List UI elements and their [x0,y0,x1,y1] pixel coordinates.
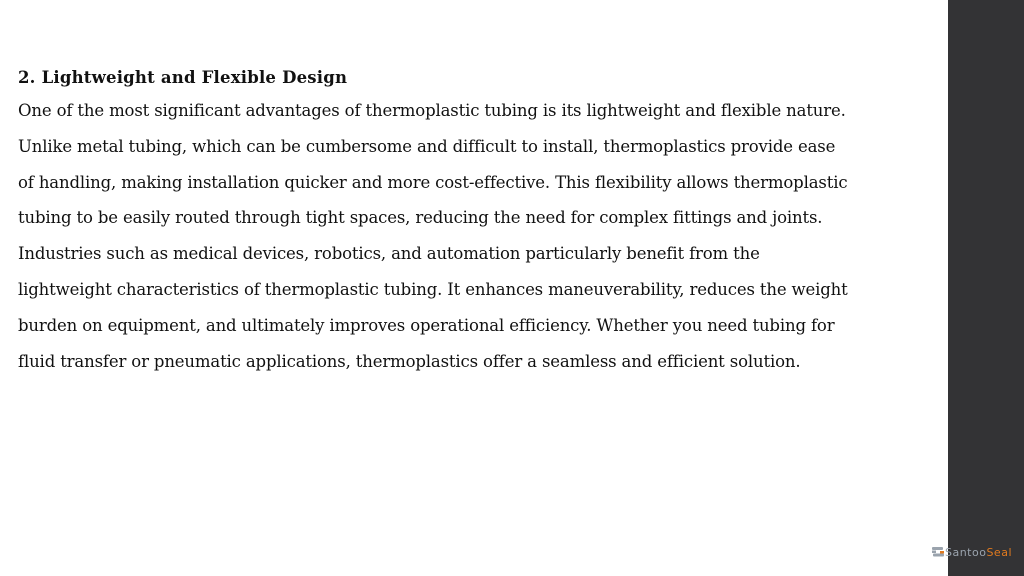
paragraph-line-1: One of the most significant advantages of thermoplastic tubing is its lightweight and flexible nature. [18,101,846,120]
section-heading: 2. Lightweight and Flexible Design [18,68,348,87]
logo-text-santoo: Santoo [944,545,987,559]
paragraph-line-3: of handling, making installation quicker and more cost-effective. This flexibility allows thermoplastic [18,172,848,192]
paragraph-line-8: fluid transfer or pneumatic applications, thermoplastics offer a seamless and efficient solution. [18,351,801,371]
paragraph-line-2: Unlike metal tubing, which can be cumbersome and difficult to install, thermoplastics provide ease [18,136,836,156]
paragraph-line-5: Industries such as medical devices, robotics, and automation particularly benefit from the [18,244,760,264]
side-panel [948,0,1024,576]
paragraph-line-6: lightweight characteristics of thermoplastic tubing. It enhances maneuverability, reduces the weight [18,279,848,299]
brand-logo [932,545,1012,559]
paragraph-line-7: burden on equipment, and ultimately improves operational efficiency. Whether you need tubing for [18,315,835,335]
slide-content [18,64,946,379]
santoo-seal-logo-icon [932,546,944,558]
logo-text-seal: Seal [986,545,1012,559]
paragraph-line-4: tubing to be easily routed through tight spaces, reducing the need for complex fittings and joints. [18,208,823,228]
